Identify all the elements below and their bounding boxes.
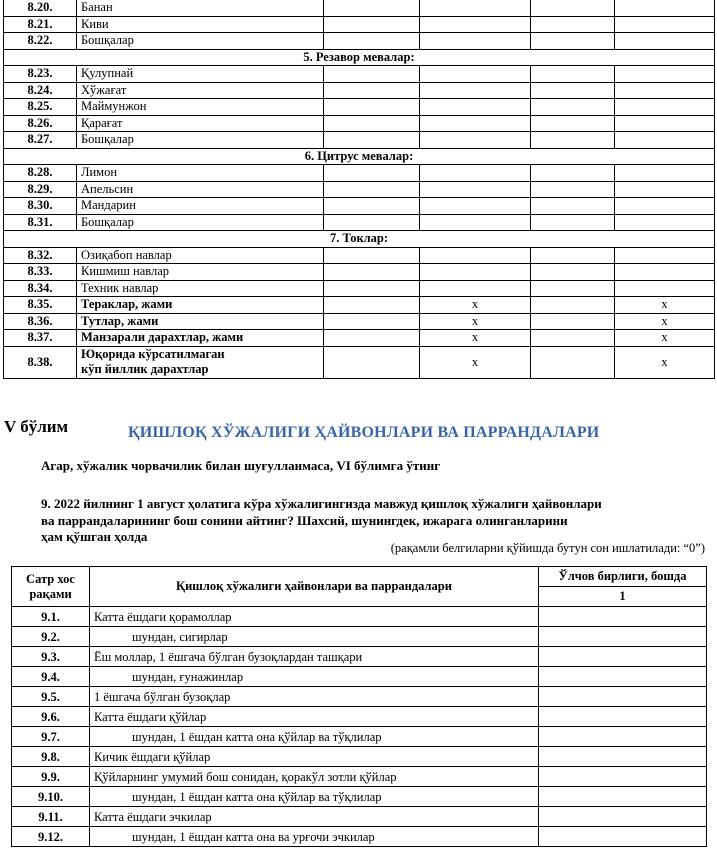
head-count-input[interactable] bbox=[539, 707, 707, 727]
row-code: 9.5. bbox=[12, 687, 90, 707]
table-row bbox=[12, 787, 707, 807]
section-heading: 5. Резавор мевалар: bbox=[4, 49, 715, 66]
animal-label: Кичик ёшдаги қўйлар bbox=[90, 747, 539, 767]
row-code: 8.24. bbox=[4, 82, 77, 99]
not-applicable-mark: x bbox=[420, 346, 531, 378]
section-row bbox=[4, 148, 715, 165]
head-count-input[interactable] bbox=[539, 667, 707, 687]
table-row bbox=[12, 767, 707, 787]
value-cell[interactable] bbox=[324, 247, 420, 264]
row-code: 8.35. bbox=[4, 297, 77, 314]
header-animals: Қишлоқ хўжалиги ҳайвонлари ва паррандалари bbox=[90, 567, 539, 607]
value-cell[interactable] bbox=[615, 247, 715, 264]
row-label: Тераклар, жами bbox=[77, 297, 324, 314]
table-row bbox=[12, 707, 707, 727]
animal-label: шундан, 1 ёшдан катта она қўйлар ва тўқлилар bbox=[90, 787, 539, 807]
value-cell[interactable] bbox=[324, 16, 420, 33]
head-count-input[interactable] bbox=[539, 627, 707, 647]
table-row bbox=[12, 747, 707, 767]
value-cell[interactable] bbox=[324, 33, 420, 50]
value-cell[interactable] bbox=[615, 66, 715, 83]
value-cell[interactable] bbox=[531, 132, 615, 149]
value-cell[interactable] bbox=[531, 330, 615, 347]
row-code: 9.8. bbox=[12, 747, 90, 767]
table-row bbox=[12, 607, 707, 627]
value-cell[interactable] bbox=[420, 115, 531, 132]
head-count-input[interactable] bbox=[539, 687, 707, 707]
row-code: 8.26. bbox=[4, 115, 77, 132]
row-code: 8.36. bbox=[4, 313, 77, 330]
row-code: 9.3. bbox=[12, 647, 90, 667]
value-cell[interactable] bbox=[420, 82, 531, 99]
table-row bbox=[4, 0, 715, 16]
value-cell[interactable] bbox=[615, 280, 715, 297]
value-cell[interactable] bbox=[615, 165, 715, 182]
animal-label: шундан, 1 ёшдан катта она ва урғочи эчкилар bbox=[90, 827, 539, 847]
value-cell[interactable] bbox=[531, 66, 615, 83]
value-cell[interactable] bbox=[324, 264, 420, 281]
value-cell[interactable] bbox=[420, 181, 531, 198]
value-cell[interactable] bbox=[420, 33, 531, 50]
value-cell[interactable] bbox=[420, 280, 531, 297]
value-cell[interactable] bbox=[531, 99, 615, 116]
row-code: 8.29. bbox=[4, 181, 77, 198]
value-cell[interactable] bbox=[420, 247, 531, 264]
value-cell[interactable] bbox=[324, 280, 420, 297]
animal-label: шундан, сигирлар bbox=[90, 627, 539, 647]
row-code: 8.38. bbox=[4, 346, 77, 378]
livestock-table bbox=[11, 566, 707, 847]
value-cell[interactable] bbox=[615, 264, 715, 281]
table-row bbox=[4, 82, 715, 99]
value-cell[interactable] bbox=[615, 99, 715, 116]
row-label: Бошқалар bbox=[77, 132, 324, 149]
value-cell[interactable] bbox=[615, 16, 715, 33]
value-cell[interactable] bbox=[531, 214, 615, 231]
value-cell[interactable] bbox=[420, 99, 531, 116]
row-label: Лимон bbox=[77, 165, 324, 182]
perennial-plants-table bbox=[3, 0, 715, 379]
question-line-1: 9. 2022 йилнинг 1 август ҳолатига кўра хўжалигингизда мавжуд қишлоқ хўжалиги ҳайвонлари bbox=[41, 496, 602, 511]
head-count-input[interactable] bbox=[539, 647, 707, 667]
value-cell[interactable] bbox=[420, 165, 531, 182]
row-code: 8.33. bbox=[4, 264, 77, 281]
table-row bbox=[4, 313, 715, 330]
table-row bbox=[4, 297, 715, 314]
table-row bbox=[4, 198, 715, 215]
row-code: 8.20. bbox=[4, 0, 77, 16]
head-count-input[interactable] bbox=[539, 767, 707, 787]
value-cell[interactable] bbox=[324, 181, 420, 198]
value-cell[interactable] bbox=[420, 214, 531, 231]
value-cell[interactable] bbox=[324, 82, 420, 99]
value-cell[interactable] bbox=[324, 99, 420, 116]
value-cell[interactable] bbox=[531, 0, 615, 16]
value-cell[interactable] bbox=[615, 132, 715, 149]
value-cell[interactable] bbox=[420, 66, 531, 83]
row-label: Кишмиш навлар bbox=[77, 264, 324, 281]
table-row bbox=[4, 33, 715, 50]
value-cell[interactable] bbox=[420, 198, 531, 215]
head-count-input[interactable] bbox=[539, 607, 707, 627]
value-cell[interactable] bbox=[324, 346, 420, 378]
table-row bbox=[4, 330, 715, 347]
row-label: Қулупнай bbox=[77, 66, 324, 83]
table-row bbox=[4, 247, 715, 264]
value-cell[interactable] bbox=[531, 16, 615, 33]
value-cell[interactable] bbox=[615, 115, 715, 132]
value-cell[interactable] bbox=[615, 181, 715, 198]
row-code: 9.12. bbox=[12, 827, 90, 847]
row-code: 9.2. bbox=[12, 627, 90, 647]
value-cell[interactable] bbox=[531, 313, 615, 330]
head-count-input[interactable] bbox=[539, 807, 707, 827]
table-row bbox=[4, 280, 715, 297]
row-label: Хўжағат bbox=[77, 82, 324, 99]
not-applicable-mark: x bbox=[615, 330, 715, 347]
row-code: 8.32. bbox=[4, 247, 77, 264]
row-code: 8.25. bbox=[4, 99, 77, 116]
value-cell[interactable] bbox=[531, 198, 615, 215]
row-code: 8.28. bbox=[4, 165, 77, 182]
value-cell[interactable] bbox=[615, 82, 715, 99]
row-code: 9.7. bbox=[12, 727, 90, 747]
row-code: 9.4. bbox=[12, 667, 90, 687]
animal-label: 1 ёшгача бўлган бузоқлар bbox=[90, 687, 539, 707]
not-applicable-mark: x bbox=[420, 297, 531, 314]
table-row bbox=[4, 165, 715, 182]
row-code: 9.10. bbox=[12, 787, 90, 807]
row-label: Техник навлар bbox=[77, 280, 324, 297]
not-applicable-mark: x bbox=[615, 346, 715, 378]
table-row bbox=[12, 807, 707, 827]
value-cell[interactable] bbox=[324, 198, 420, 215]
row-label: Бошқалар bbox=[77, 214, 324, 231]
row-code: 9.11. bbox=[12, 807, 90, 827]
not-applicable-mark: x bbox=[420, 330, 531, 347]
row-code: 8.37. bbox=[4, 330, 77, 347]
row-code: 9.9. bbox=[12, 767, 90, 787]
table-row bbox=[4, 214, 715, 231]
question-line-3: ҳам қўшган ҳолда bbox=[41, 529, 148, 544]
table-row bbox=[4, 132, 715, 149]
row-code: 8.30. bbox=[4, 198, 77, 215]
header-unit: Ўлчов бирлиги, бошда bbox=[539, 567, 707, 587]
animal-label: шундан, 1 ёшдан катта она қўйлар ва тўқлилар bbox=[90, 727, 539, 747]
value-cell[interactable] bbox=[615, 0, 715, 16]
value-cell[interactable] bbox=[324, 313, 420, 330]
animal-label: Катта ёшдаги қорамоллар bbox=[90, 607, 539, 627]
not-applicable-mark: x bbox=[420, 313, 531, 330]
table-row bbox=[4, 16, 715, 33]
value-cell[interactable] bbox=[420, 0, 531, 16]
row-label: Тутлар, жами bbox=[77, 313, 324, 330]
value-cell[interactable] bbox=[324, 297, 420, 314]
table-row bbox=[12, 687, 707, 707]
value-cell[interactable] bbox=[420, 16, 531, 33]
header-column-number: 1 bbox=[539, 587, 707, 607]
row-code: 9.6. bbox=[12, 707, 90, 727]
question-line-2: ва паррандаларининг бош сонини айтинг? Шахсий, шунингдек, ижарага олинганларини bbox=[41, 513, 568, 528]
row-code: 8.22. bbox=[4, 33, 77, 50]
row-label: Бошқалар bbox=[77, 33, 324, 50]
section-title: ҚИШЛОҚ ХЎЖАЛИГИ ҲАЙВОНЛАРИ ВА ПАРРАНДАЛАРИ bbox=[128, 424, 600, 441]
table-row bbox=[12, 647, 707, 667]
row-label-line-2: кўп йиллик дарахтлар bbox=[81, 362, 209, 376]
not-applicable-mark: x bbox=[615, 313, 715, 330]
row-code: 8.34. bbox=[4, 280, 77, 297]
row-code: 8.21. bbox=[4, 16, 77, 33]
table-row bbox=[12, 627, 707, 647]
table-row bbox=[4, 264, 715, 281]
value-cell[interactable] bbox=[324, 0, 420, 16]
row-label-line-1: Юқорида кўрсатилмаган bbox=[81, 347, 225, 361]
row-code: 8.23. bbox=[4, 66, 77, 83]
row-label: Манзарали дарахтлар, жами bbox=[77, 330, 324, 347]
head-count-input[interactable] bbox=[539, 787, 707, 807]
row-code: 9.1. bbox=[12, 607, 90, 627]
table-row bbox=[4, 66, 715, 83]
row-label: Озиқабоп навлар bbox=[77, 247, 324, 264]
not-applicable-mark: x bbox=[615, 297, 715, 314]
value-cell[interactable] bbox=[531, 280, 615, 297]
head-count-input[interactable] bbox=[539, 747, 707, 767]
row-code: 8.27. bbox=[4, 132, 77, 149]
row-label: Қарағат bbox=[77, 115, 324, 132]
table-row bbox=[12, 667, 707, 687]
section-heading: 7. Токлар: bbox=[4, 231, 715, 248]
animal-label: Катта ёшдаги қўйлар bbox=[90, 707, 539, 727]
row-label: Апельсин bbox=[77, 181, 324, 198]
animal-label: Қўйларнинг умумий бош сонидан, қоракўл зотли қўйлар bbox=[90, 767, 539, 787]
animal-label: шундан, ғунажинлар bbox=[90, 667, 539, 687]
section-row bbox=[4, 49, 715, 66]
value-cell[interactable] bbox=[324, 115, 420, 132]
table-row bbox=[12, 727, 707, 747]
value-cell[interactable] bbox=[531, 82, 615, 99]
table-row bbox=[12, 827, 707, 847]
value-cell[interactable] bbox=[615, 214, 715, 231]
head-count-input[interactable] bbox=[539, 827, 707, 847]
value-cell[interactable] bbox=[531, 346, 615, 378]
number-format-hint: (рақамли белгиларни қўйишда бутун сон ишлатилади: “0”) bbox=[390, 541, 705, 555]
value-cell[interactable] bbox=[324, 165, 420, 182]
section-row bbox=[4, 231, 715, 248]
row-label: Мандарин bbox=[77, 198, 324, 215]
value-cell[interactable] bbox=[531, 247, 615, 264]
value-cell[interactable] bbox=[531, 115, 615, 132]
value-cell[interactable] bbox=[324, 66, 420, 83]
value-cell[interactable] bbox=[531, 165, 615, 182]
section-label: V бўлим bbox=[4, 417, 69, 436]
animal-label: Ёш моллар, 1 ёшгача бўлган бузоқлардан ташқари bbox=[90, 647, 539, 667]
row-label bbox=[77, 346, 324, 378]
skip-instruction: Агар, хўжалик чорвачилик билан шуғулланмаса, VI бўлимга ўтинг bbox=[41, 458, 441, 473]
value-cell[interactable] bbox=[615, 198, 715, 215]
value-cell[interactable] bbox=[531, 181, 615, 198]
value-cell[interactable] bbox=[324, 132, 420, 149]
value-cell[interactable] bbox=[531, 297, 615, 314]
row-label: Банан bbox=[77, 0, 324, 16]
table-row bbox=[4, 181, 715, 198]
table-row bbox=[4, 99, 715, 116]
animal-label: Катта ёшдаги эчкилар bbox=[90, 807, 539, 827]
row-label: Маймунжон bbox=[77, 99, 324, 116]
section-heading: 6. Цитрус мевалар: bbox=[4, 148, 715, 165]
table-row bbox=[4, 346, 715, 378]
row-label: Киви bbox=[77, 16, 324, 33]
value-cell[interactable] bbox=[615, 33, 715, 50]
row-code: 8.31. bbox=[4, 214, 77, 231]
value-cell[interactable] bbox=[324, 330, 420, 347]
value-cell[interactable] bbox=[531, 33, 615, 50]
head-count-input[interactable] bbox=[539, 727, 707, 747]
value-cell[interactable] bbox=[420, 264, 531, 281]
table-row bbox=[4, 115, 715, 132]
value-cell[interactable] bbox=[420, 132, 531, 149]
value-cell[interactable] bbox=[531, 264, 615, 281]
value-cell[interactable] bbox=[324, 214, 420, 231]
header-row-code: Сатр хос рақами bbox=[12, 567, 90, 607]
